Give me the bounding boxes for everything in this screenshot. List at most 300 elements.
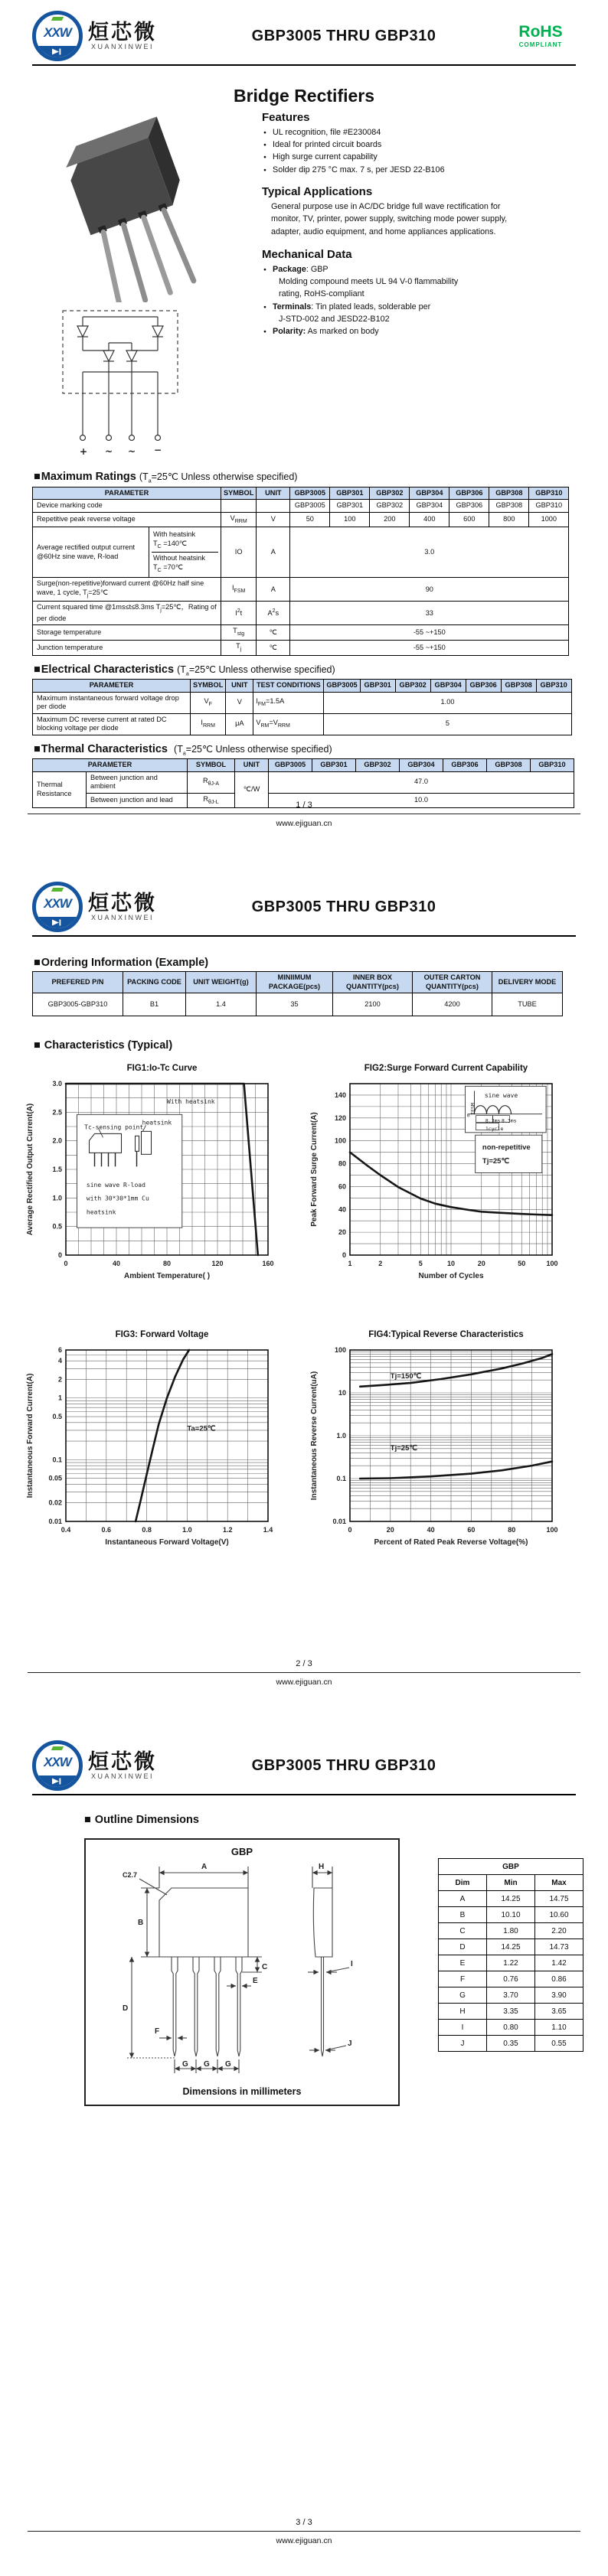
cell: 100 [330,512,370,527]
table-row [439,1971,583,1987]
page-number: 1 / 3 [296,801,312,810]
cell: UNIT WEIGHT(g) [186,972,257,993]
fig2-plot [306,1074,587,1319]
max-ratings-condition: ($T_a=25℃$ Unless otherwise specified) [139,471,298,484]
rohs-label: RoHS [518,23,563,41]
logo-abbr: XXW [44,1755,71,1769]
logo-wordmark [88,892,157,921]
table-row [33,602,569,625]
package-name: GBP [230,1846,253,1857]
svg-text:0.8: 0.8 [142,1526,152,1534]
logo-wordmark [88,1751,157,1780]
cell: 0.55 [535,2036,583,2052]
fig3-forward-voltage-chart [21,1330,302,1586]
svg-text:0: 0 [57,1251,62,1259]
logo-leaf-icon [51,888,64,892]
max-ratings-table [32,487,569,656]
logo-diode-icon [36,46,79,57]
rohs-compliant-label: COMPLIANT [518,41,563,48]
cell: 1.10 [535,2020,583,2036]
company-logo [32,11,182,61]
mech-line [262,263,574,276]
mech-line [262,288,574,300]
svg-text:3.0: 3.0 [52,1080,62,1087]
svg-text:0.1: 0.1 [336,1475,346,1482]
website-link[interactable]: www.ejiguan.cn [276,2536,332,2545]
symbol-cell: $I^2t$ [221,602,257,625]
table-row [33,512,569,527]
table-row [33,527,569,578]
terminal-plus-label: + [80,446,88,457]
cell: GBP306 [443,759,487,772]
dim-label-i: I [351,1960,353,1968]
svg-text:Ambient Temperature( ): Ambient Temperature( ) [123,1272,211,1280]
sub-line: Without heatsink [153,554,205,562]
symbol-cell: $I_{RRM}$ [191,713,226,735]
section-marker: ■ [34,957,41,969]
cell: 14.73 [535,1939,583,1955]
param-cell: Maximum DC reverse current at rated DC blocking voltage per diode [33,713,191,735]
cell: A [439,1891,487,1907]
logo-abbr: XXW [44,896,71,911]
logo-diode-icon [36,1775,79,1787]
cell: GBP308 [489,500,529,513]
param-cell: Junction temperature [33,640,221,655]
left-column [34,109,257,463]
dim-label-a: A [201,1863,208,1871]
mech-term: Polarity: [273,326,306,336]
svg-text:5: 5 [418,1260,423,1267]
cell: GBP302 [356,759,400,772]
unit-cell: ℃/W [235,771,269,808]
unit-cell: A [257,527,290,578]
svg-text:0.5: 0.5 [52,1413,62,1421]
fig1-plot [21,1074,302,1319]
page-footer [0,2518,608,2547]
dim-label-d: D [123,2004,129,2013]
table-row [439,1859,583,1875]
section-marker: ■ [84,1814,91,1826]
svg-text:0: 0 [64,1260,68,1267]
cell: GBP304 [430,680,466,693]
logo-leaf-icon [51,1746,64,1750]
symbol-cell: $R_{\theta J-L}$ [188,793,235,808]
page-number: 3 / 3 [296,2518,312,2527]
mech-line [262,276,574,288]
table-header-row [33,972,563,993]
sub-line: $T_C$ =70℃ [153,562,184,573]
cell: GBP302 [395,680,430,693]
svg-text:with 30*30*1mm Cu: with 30*30*1mm Cu [86,1195,149,1202]
logo-wordmark [88,21,157,51]
dimension-drawing [86,1857,395,2081]
chart-canvas [306,1074,577,1316]
cell: PREFERED P/N [33,972,123,993]
max-ratings-heading [34,471,608,484]
logo-chinese-name: 烜芯微 [88,1749,157,1773]
table-row [439,1891,583,1907]
svg-text:1.0: 1.0 [52,1194,62,1202]
svg-text:40: 40 [112,1260,121,1267]
thermal-heading [34,743,608,757]
svg-text:6: 6 [57,1346,62,1354]
svg-text:60: 60 [467,1526,476,1534]
cell: I [439,2020,487,2036]
outline-title: Outline Dimensions [94,1814,199,1826]
fig4-reverse-chart [306,1330,587,1586]
applications-title: Typical Applications [262,184,373,198]
terminal-ac1-label: ~ [105,446,113,457]
fig1-title: FIG1:Io-Tc Curve [126,1064,198,1073]
logo-english-name: XUANXINWEI [90,1772,154,1781]
rohs-badge [505,24,576,48]
svg-text:heatsink: heatsink [142,1119,172,1127]
symbol-cell: $V_F$ [191,692,226,713]
empty-cell [257,500,290,513]
svg-text:1.0: 1.0 [336,1432,346,1440]
table-header-row [33,680,572,693]
svg-text:0.6: 0.6 [101,1526,112,1534]
header-divider [32,935,576,937]
svg-text:Percent of Rated Peak Reverse: Percent of Rated Peak Reverse Voltage(%) [374,1538,528,1547]
product-photo [34,109,225,302]
outline-heading [84,1814,608,1826]
cell: Max [535,1875,583,1891]
cell: INNER BOX QUANTITY(pcs) [333,972,413,993]
param-cell: Between junction and lead [87,793,188,808]
value-cell: 90 [290,578,569,602]
cell: TUBE [492,993,563,1016]
drawing-caption: Dimensions in millimeters [182,2086,302,2097]
feature-item: ● Ideal for printed circuit boards [262,139,574,151]
cell: 14.25 [487,1939,535,1955]
sub-line: $T_C$ =140℃ [153,539,188,549]
svg-text:100: 100 [546,1260,558,1267]
value-cell: 47.0 [269,771,574,793]
website-link[interactable]: www.ejiguan.cn [276,819,332,828]
feature-item: ● Solder dip 275 °C max. 7 s, per JESD 22-B106 [262,164,574,176]
section-marker: ■ [34,663,41,676]
svg-text:80: 80 [508,1526,516,1534]
fig4-title: FIG4:Typical Reverse Characteristics [368,1330,524,1339]
cell: 10.60 [535,1907,583,1923]
col-symbol: SYMBOL [221,487,257,500]
table-row [33,500,569,513]
cell: GBP3005 [290,487,330,500]
cell: 10.10 [487,1907,535,1923]
value-cell: 33 [290,602,569,625]
mech-text: Molding compound meets UL 94 V-0 flammability [279,277,459,287]
cell: 14.25 [487,1891,535,1907]
svg-text:8.3ms: 8.3ms [502,1117,517,1124]
electrical-title: Electrical Characteristics [41,663,175,676]
cell: DELIVERY MODE [492,972,563,993]
page-number: 2 / 3 [296,1659,312,1668]
logo-chinese-name: 烜芯微 [88,20,157,44]
symbol-cell: IO [221,527,257,578]
cell: GBP304 [410,487,449,500]
outline-drawing [84,1838,400,2106]
cell: GBP301 [330,487,370,500]
svg-text:40: 40 [338,1205,346,1214]
svg-text:IFSM: IFSM [469,1103,476,1115]
svg-text:0.02: 0.02 [48,1498,62,1507]
table-row [33,771,574,793]
electrical-table [32,679,572,735]
param-cell: Maximum instantaneous forward voltage drop per diode [33,692,191,713]
without-heatsink [152,553,218,576]
unit-cell: ℃ [257,640,290,655]
table-row [33,692,572,713]
unit-cell: $A^2s$ [257,602,290,625]
page-footer [0,1659,608,1688]
table-row [439,1939,583,1955]
table-row [33,640,569,655]
cell: GBP301 [312,759,356,772]
cell: GBP310 [531,759,574,772]
cell: 1.80 [487,1923,535,1939]
svg-text:With heatsink: With heatsink [167,1097,215,1105]
logo-english-name: XUANXINWEI [90,914,154,922]
unit-cell: ℃ [257,625,290,641]
table-row [33,625,569,641]
svg-text:sine wave: sine wave [484,1091,518,1099]
page-1 [0,0,608,859]
logo-circle-icon [32,11,83,61]
dim-label-b: B [138,1919,144,1927]
svg-text:0.5: 0.5 [52,1222,62,1231]
mech-line [262,313,574,325]
svg-text:4: 4 [57,1357,62,1365]
cell: GBP3005 [269,759,312,772]
cell: E [439,1955,487,1971]
symbol-cell: $V_{RRM}$ [221,512,257,527]
mech-term: Terminals [273,302,312,311]
param-cell: Storage temperature [33,625,221,641]
max-ratings-title: Maximum Ratings [41,471,136,483]
svg-text:2: 2 [378,1260,383,1267]
cell: GBP306 [466,680,501,693]
table-header-row [439,1875,583,1891]
svg-text:20: 20 [477,1260,485,1267]
cell: 0.76 [487,1971,535,1987]
website-link[interactable]: www.ejiguan.cn [276,1678,332,1687]
cell: GBP308 [489,487,529,500]
characteristics-title: Characteristics (Typical) [44,1039,173,1052]
cell: 35 [257,993,333,1016]
cell: GBP301 [360,680,395,693]
col-parameter: PARAMETER [33,680,191,693]
col-parameter: PARAMETER [33,759,188,772]
page-3 [0,1717,608,2576]
svg-text:0.05: 0.05 [48,1474,62,1482]
param-cell: Surge(non-repetitive)forward current @60Hz half sine wave, 1 cycle, $T_j=25℃$ [33,578,221,602]
cell: 3.90 [535,1987,583,2004]
dim-label-f: F [155,2027,160,2036]
cell: GBP302 [370,500,410,513]
logo-abbr: XXW [44,25,71,40]
table-row [439,1923,583,1939]
logo-chinese-name: 烜芯微 [88,891,157,915]
value-cell: 10.0 [269,793,574,808]
cell: Min [487,1875,535,1891]
param-cell: Current squared time @1ms≤t≤8.3ms $T_j=25℃$，Rating of per diode [33,602,221,625]
ordering-heading [34,957,608,969]
cell: 14.75 [535,1891,583,1907]
cell: H [439,2004,487,2020]
page-2 [0,859,608,1717]
chart-canvas [21,1340,293,1582]
svg-text:0.1: 0.1 [52,1456,62,1464]
cell: J [439,2036,487,2052]
cell: 2100 [333,993,413,1016]
page-header [0,1717,608,1791]
dim-label-g: G [182,2060,188,2069]
cell: GBP3005 [324,680,360,693]
svg-text:10: 10 [338,1389,346,1397]
cell: GBP310 [529,500,569,513]
table-row [439,1987,583,2004]
section-marker: ■ [34,1039,41,1052]
cell: 200 [370,512,410,527]
mech-line [262,325,574,337]
symbol-cell: $T_{stg}$ [221,625,257,641]
cell: 2.20 [535,1923,583,1939]
svg-text:Instantaneous Forward Voltage(: Instantaneous Forward Voltage(V) [105,1538,229,1547]
logo-english-name: XUANXINWEI [90,43,154,51]
svg-text:20: 20 [386,1526,394,1534]
cell: 50 [290,512,330,527]
svg-text:50: 50 [518,1260,526,1267]
cell: GBP308 [487,759,531,772]
table-row [33,993,563,1016]
section-marker: ■ [34,471,41,483]
logo-leaf-icon [51,17,64,21]
svg-text:Tj=150℃: Tj=150℃ [390,1371,422,1381]
table-row [439,1907,583,1923]
group-cell: Thermal Resistance [33,771,87,808]
empty-cell [221,500,257,513]
symbol-cell: $I_{FSM}$ [221,578,257,602]
svg-text:sine wave R-load: sine wave R-load [86,1181,145,1189]
svg-text:0: 0 [342,1251,346,1259]
fig3-plot [21,1340,302,1586]
logo-circle-icon [32,1740,83,1791]
mech-text: rating, RoHS-compliant [279,289,364,299]
svg-text:1.2: 1.2 [222,1526,233,1534]
svg-text:0: 0 [466,1112,470,1119]
logo-diode-icon [36,917,79,928]
fig4-plot [306,1340,587,1586]
with-heatsink [152,529,218,553]
cell: 400 [410,512,449,527]
cell: 1.42 [535,1955,583,1971]
svg-text:8.3ms: 8.3ms [485,1117,501,1124]
logo-circle-icon [32,882,83,932]
cell: B [439,1907,487,1923]
page-header [0,859,608,932]
features-title: Features [262,111,310,124]
svg-text:80: 80 [338,1159,346,1168]
page-title: Bridge Rectifiers [233,86,375,106]
cell: GBP3005 [290,500,330,513]
chart-canvas [306,1340,577,1582]
svg-text:2.0: 2.0 [52,1136,62,1145]
page-footer [0,801,608,830]
characteristic-charts [0,1064,608,1586]
col-unit: UNIT [235,759,269,772]
cell: 800 [489,512,529,527]
cell: 4200 [413,993,492,1016]
thermal-title: Thermal Characteristics [41,742,168,755]
applications-text: General purpose use in AC/DC bridge full wave rectification for monitor, TV, printer, power supply, switching mode power supply, adapter, audio equipment, and home appliances applications. [271,201,508,237]
company-logo [32,1740,182,1791]
mech-text: : GBP [306,264,329,274]
company-logo [32,882,182,932]
svg-text:120: 120 [334,1114,346,1122]
document-title: GBP3005 THRU GBP310 [251,898,436,915]
cell: C [439,1923,487,1939]
electrical-heading [34,664,608,677]
cell: PACKING CODE [123,972,186,993]
table-row [33,713,572,735]
symbol-cell: $R_{\theta J-A}$ [188,771,235,793]
cell: F [439,1971,487,1987]
dim-label-e: E [253,1977,258,1985]
table-row [439,1955,583,1971]
cell: 1.4 [186,993,257,1016]
cell: GBP302 [370,487,410,500]
unit-cell: A [257,578,290,602]
ordering-title: Ordering Information (Example) [41,957,209,969]
dim-label-g: G [225,2060,231,2069]
terminal-ac2-label: ~ [128,446,136,457]
table-row [33,578,569,602]
mech-text: As marked on body [306,326,379,336]
svg-text:100: 100 [546,1526,558,1534]
dim-table-title: GBP [439,1859,583,1875]
cell: D [439,1939,487,1955]
cell: 3.35 [487,2004,535,2020]
col-unit: UNIT [226,680,253,693]
cell: 1.22 [487,1955,535,1971]
fig1-io-tc-chart [21,1064,302,1319]
table-header-row [33,487,569,500]
feature-item: ● UL recognition, file #E230084 [262,126,574,139]
svg-text:1: 1 [348,1260,352,1267]
table-header-row [33,759,574,772]
param-cell: Average rectified output current @60Hz sine wave, R-load [33,527,149,578]
svg-text:120: 120 [211,1260,224,1267]
svg-text:10: 10 [446,1260,456,1267]
col-symbol: SYMBOL [188,759,235,772]
cell: GBP310 [529,487,569,500]
svg-text:60: 60 [338,1182,346,1191]
cell: G [439,1987,487,2004]
dim-label-c27: C2.7 [123,1871,138,1879]
characteristics-heading [34,1039,608,1052]
svg-text:Tc-sensing point: Tc-sensing point [84,1123,144,1131]
value-cell: -55 ~+150 [290,625,569,641]
bridge-circuit-schematic [54,306,199,459]
svg-text:0.01: 0.01 [48,1518,62,1525]
param-cell: Device marking code [33,500,221,513]
document-title: GBP3005 THRU GBP310 [251,1756,436,1774]
feature-item: ● High surge current capability [262,151,574,163]
mech-line [262,301,574,313]
electrical-condition: ($T_a=25℃$ Unless otherwise specified) [177,664,335,677]
sub-line: With heatsink [153,530,196,539]
